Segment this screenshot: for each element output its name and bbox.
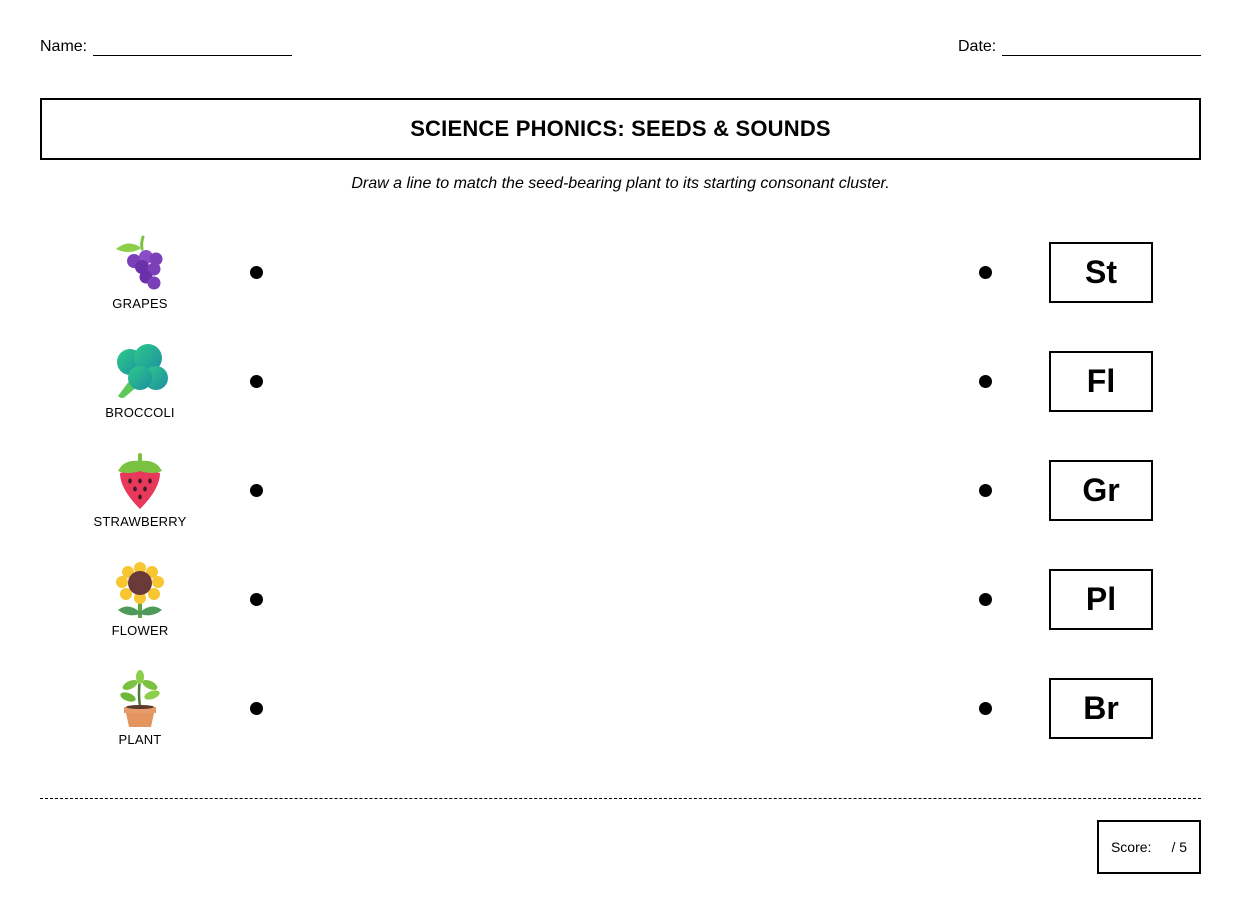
left-match-dot[interactable] <box>250 375 263 388</box>
cluster-box: Pl <box>1049 569 1153 630</box>
plant-item <box>90 341 190 420</box>
score-box <box>1097 820 1201 874</box>
name-field <box>40 38 292 56</box>
date-label: Date: <box>958 38 997 55</box>
score-total: / 5 <box>1171 839 1188 855</box>
left-match-dot[interactable] <box>250 484 263 497</box>
plant-label: PLANT <box>118 732 162 747</box>
potted-plant-icon <box>90 668 190 730</box>
title-box <box>40 98 1201 160</box>
name-label: Name: <box>40 38 88 55</box>
score-label: Score: <box>1110 839 1152 855</box>
plant-label: BROCCOLI <box>105 405 175 420</box>
right-match-dot[interactable] <box>979 266 992 279</box>
cluster-box: Gr <box>1049 460 1153 521</box>
right-match-dot[interactable] <box>979 593 992 606</box>
left-match-dot[interactable] <box>250 266 263 279</box>
match-row <box>0 232 1241 341</box>
right-match-dot[interactable] <box>979 484 992 497</box>
cluster-box: Br <box>1049 678 1153 739</box>
date-input-line[interactable] <box>1002 41 1201 56</box>
plant-item <box>90 668 190 747</box>
right-match-dot[interactable] <box>979 702 992 715</box>
dashed-divider <box>40 798 1201 799</box>
plant-item <box>90 450 190 529</box>
left-match-dot[interactable] <box>250 593 263 606</box>
match-row <box>0 341 1241 450</box>
page-title: SCIENCE PHONICS: SEEDS & SOUNDS <box>410 116 831 141</box>
broccoli-icon <box>90 341 190 403</box>
cluster-box: Fl <box>1049 351 1153 412</box>
instructions: Draw a line to match the seed-bearing plant to its starting consonant cluster. <box>351 175 890 192</box>
plant-label: STRAWBERRY <box>93 514 187 529</box>
match-row <box>0 559 1241 668</box>
left-match-dot[interactable] <box>250 702 263 715</box>
cluster-box: St <box>1049 242 1153 303</box>
match-row <box>0 668 1241 777</box>
sunflower-icon <box>90 559 190 621</box>
plant-label: FLOWER <box>111 623 169 638</box>
right-match-dot[interactable] <box>979 375 992 388</box>
date-field <box>958 38 1201 56</box>
match-row <box>0 450 1241 559</box>
grapes-icon <box>90 232 190 294</box>
plant-item <box>90 232 190 311</box>
plant-item <box>90 559 190 638</box>
plant-label: GRAPES <box>112 296 168 311</box>
name-input-line[interactable] <box>93 41 292 56</box>
strawberry-icon <box>90 450 190 512</box>
